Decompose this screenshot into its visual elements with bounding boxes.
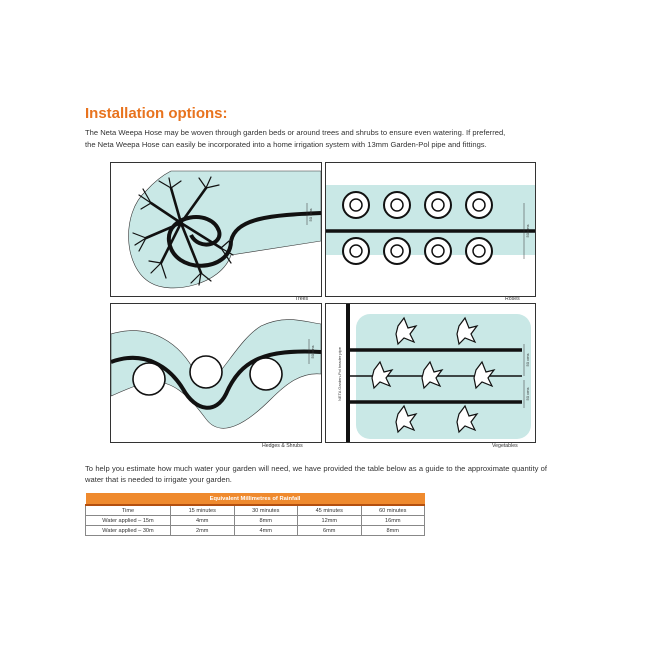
panel-vegetables: [325, 303, 536, 443]
table-header-cell: 60 minutes: [361, 505, 425, 516]
caption-trees: Trees: [295, 296, 309, 302]
trees-dim-label: 50 cms: [308, 208, 313, 222]
table-header-cell: 30 minutes: [234, 505, 298, 516]
table-row: [86, 516, 425, 526]
table-cell: 6mm: [298, 526, 362, 536]
page-heading: Installation options:: [85, 105, 228, 122]
trees-diagram: [111, 163, 321, 296]
table-cell: 4mm: [171, 516, 235, 526]
intro-line-2: the Neta Weepa Hose can easily be incorporated into a home irrigation system with 13mm Garden-Pol pipe and fittings.: [85, 139, 487, 149]
table-cell: Water applied – 15m: [86, 516, 171, 526]
table-cell: 8mm: [361, 526, 425, 536]
panel-roses: [325, 162, 536, 297]
hedges-dim-label: 50 cms: [310, 345, 315, 359]
guide-paragraph: To help you estimate how much water your garden will need, we have provided the table below as a guide to the approximate quantity of water that is needed to irrigate your garden.: [85, 464, 547, 484]
intro-text: [85, 127, 555, 150]
vegetables-header-label: NETA Garden-Pol header pipe: [337, 347, 342, 401]
caption-roses: Roses: [505, 296, 520, 302]
hedges-diagram: [111, 304, 321, 442]
table-cell: 8mm: [234, 516, 298, 526]
panel-hedges: [110, 303, 322, 443]
table-cell: Water applied – 30m: [86, 526, 171, 536]
table-header-row: [86, 505, 425, 516]
table-header-cell: 45 minutes: [298, 505, 362, 516]
caption-hedges: Hedges & Shrubs: [262, 443, 303, 449]
table-header-cell: 15 minutes: [171, 505, 235, 516]
table-cell: 2mm: [171, 526, 235, 536]
table-cell: 16mm: [361, 516, 425, 526]
roses-dim-label: 50 cms: [525, 224, 530, 238]
intro-line-1: The Neta Weepa Hose may be woven through garden beds or around trees and shrubs to ensure even watering. If preferred,: [85, 128, 506, 137]
vegetables-dim-label-bottom: 50 cms: [525, 387, 530, 401]
caption-vegetables: Vegetables: [492, 443, 518, 449]
table-header-cell: Time: [86, 505, 171, 516]
table-row: [86, 526, 425, 536]
table-cell: 4mm: [234, 526, 298, 536]
vegetables-diagram: [326, 304, 535, 442]
vegetables-dim-label-top: 50 cms: [525, 353, 530, 367]
rainfall-table-banner: Equivalent Millimetres of Rainfall: [86, 493, 425, 505]
roses-diagram: [326, 163, 535, 296]
panel-trees: [110, 162, 322, 297]
rainfall-table: [85, 493, 425, 536]
table-cell: 12mm: [298, 516, 362, 526]
